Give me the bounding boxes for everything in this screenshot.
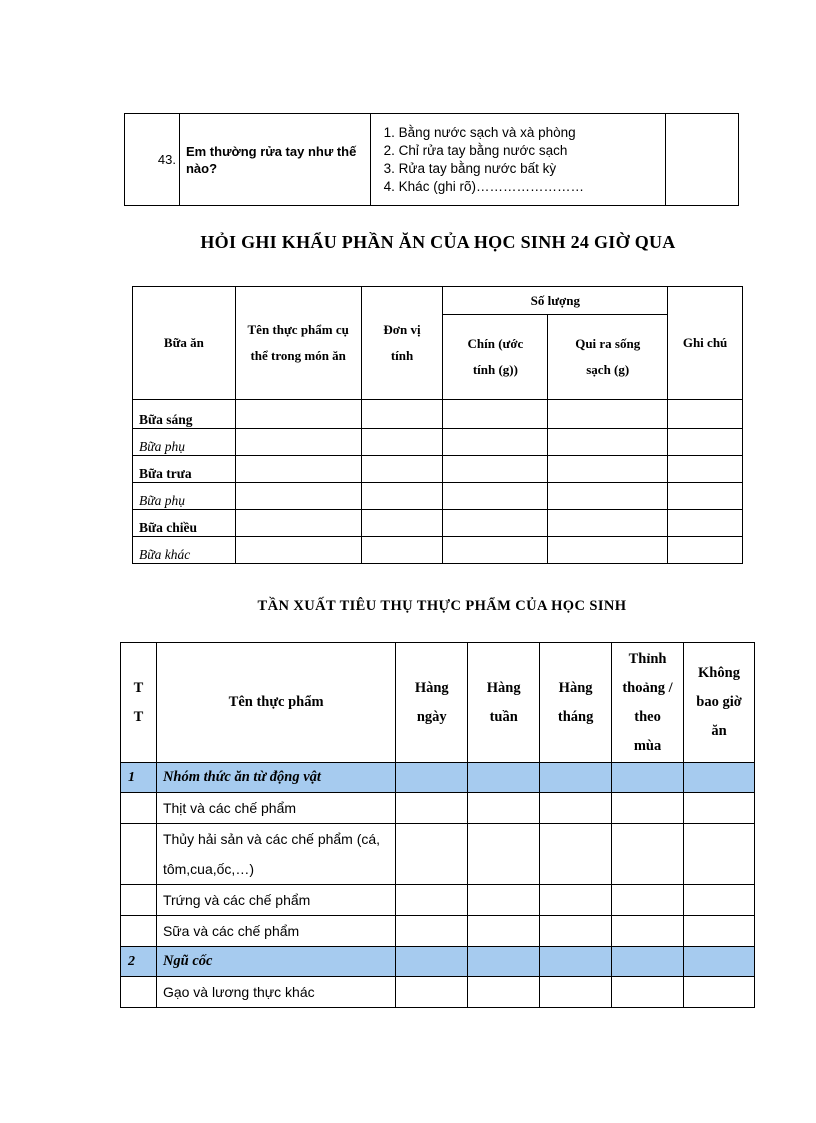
food-row: [121, 916, 755, 947]
food-row: [121, 824, 755, 885]
group-name: Nhóm thức ăn từ động vật: [156, 763, 395, 793]
diet-cell[interactable]: [361, 400, 443, 429]
food-name: Thịt và các chế phẩm: [156, 793, 395, 824]
frequency-cell[interactable]: [396, 977, 468, 1008]
header-food-name: Tên thực phẩm: [156, 643, 395, 763]
frequency-cell[interactable]: [396, 793, 468, 824]
question-options: [370, 114, 666, 206]
frequency-title: TẦN XUẤT TIÊU THỤ THỰC PHẨM CỦA HỌC SINH: [257, 598, 627, 614]
frequency-cell[interactable]: [684, 947, 755, 977]
frequency-cell[interactable]: [684, 977, 755, 1008]
diet-cell[interactable]: [668, 510, 743, 537]
row-number: [121, 916, 157, 947]
header-food: Tên thực phẩm cụ thể trong món ăn: [235, 287, 361, 400]
question-row: [125, 114, 739, 206]
diet-row: [133, 400, 743, 429]
diet-cell[interactable]: [548, 400, 668, 429]
meal-label: Bữa khác: [133, 537, 236, 564]
frequency-cell[interactable]: [612, 885, 684, 916]
diet-cell[interactable]: [548, 456, 668, 483]
frequency-cell[interactable]: [684, 793, 755, 824]
diet-cell[interactable]: [361, 483, 443, 510]
header-never: Không bao giờ ăn: [684, 643, 755, 763]
diet-cell[interactable]: [443, 429, 548, 456]
row-number: [121, 977, 157, 1008]
frequency-cell[interactable]: [612, 977, 684, 1008]
group-row: [121, 947, 755, 977]
header-unit: Đơn vị tính: [361, 287, 443, 400]
frequency-cell[interactable]: [540, 977, 612, 1008]
diet-cell[interactable]: [443, 537, 548, 564]
frequency-cell[interactable]: [396, 947, 468, 977]
header-weekly: Hàng tuần: [468, 643, 540, 763]
frequency-cell[interactable]: [468, 824, 540, 885]
food-row: [121, 977, 755, 1008]
header-meal: Bữa ăn: [133, 287, 236, 400]
question-number: 43.: [125, 114, 180, 206]
header-raw: Qui ra sống sạch (g): [548, 315, 668, 400]
diet-row: [133, 456, 743, 483]
frequency-cell[interactable]: [540, 793, 612, 824]
frequency-cell[interactable]: [396, 824, 468, 885]
diet-cell[interactable]: [548, 537, 668, 564]
food-name: Sữa và các chế phẩm: [156, 916, 395, 947]
group-name: Ngũ cốc: [156, 947, 395, 977]
header-monthly: Hàng tháng: [540, 643, 612, 763]
frequency-cell[interactable]: [396, 885, 468, 916]
diet-cell[interactable]: [668, 429, 743, 456]
food-name: Thủy hải sản và các chế phẩm (cá, tôm,cua,ốc,…): [156, 824, 395, 885]
diet-cell[interactable]: [548, 429, 668, 456]
row-number: [121, 824, 157, 885]
diet-cell[interactable]: [548, 510, 668, 537]
row-number: [121, 885, 157, 916]
frequency-cell[interactable]: [684, 763, 755, 793]
option-item: 4. Khác (ghi rõ)……………………: [399, 178, 666, 196]
frequency-cell[interactable]: [468, 916, 540, 947]
header-note: Ghi chú: [668, 287, 743, 400]
meal-label: Bữa phụ: [133, 429, 236, 456]
diet-cell[interactable]: [235, 483, 361, 510]
food-name: Gạo và lương thực khác: [156, 977, 395, 1008]
diet-row: [133, 429, 743, 456]
diet-cell[interactable]: [548, 483, 668, 510]
question-text: Em thường rửa tay như thế nào?: [179, 114, 370, 206]
row-number: [121, 793, 157, 824]
frequency-cell[interactable]: [468, 947, 540, 977]
header-seasonal: Thỉnh thoảng / theo mùa: [612, 643, 684, 763]
frequency-cell[interactable]: [468, 763, 540, 793]
frequency-cell[interactable]: [612, 947, 684, 977]
option-item: 3. Rửa tay bằng nước bất kỳ: [399, 160, 666, 178]
header-daily: Hàng ngày: [396, 643, 468, 763]
group-number: 1: [121, 763, 157, 793]
diet-table: [132, 286, 743, 564]
frequency-table: [120, 642, 755, 1008]
frequency-cell[interactable]: [468, 977, 540, 1008]
diet-cell[interactable]: [361, 537, 443, 564]
diet-row: [133, 537, 743, 564]
food-row: [121, 793, 755, 824]
meal-label: Bữa chiều: [133, 510, 236, 537]
frequency-cell[interactable]: [612, 916, 684, 947]
frequency-cell[interactable]: [540, 824, 612, 885]
diet-cell[interactable]: [361, 456, 443, 483]
diet-title: HỎI GHI KHẨU PHẦN ĂN CỦA HỌC SINH 24 GIỜ QUA: [200, 232, 676, 252]
frequency-cell[interactable]: [684, 916, 755, 947]
diet-cell[interactable]: [668, 483, 743, 510]
diet-cell[interactable]: [235, 510, 361, 537]
frequency-cell[interactable]: [540, 947, 612, 977]
group-row: [121, 763, 755, 793]
frequency-cell[interactable]: [612, 793, 684, 824]
diet-cell[interactable]: [443, 510, 548, 537]
frequency-cell[interactable]: [540, 763, 612, 793]
header-tt: T T: [121, 643, 157, 763]
frequency-cell[interactable]: [540, 916, 612, 947]
meal-label: Bữa trưa: [133, 456, 236, 483]
diet-row: [133, 510, 743, 537]
option-item: 2. Chỉ rửa tay bằng nước sạch: [399, 142, 666, 160]
frequency-cell[interactable]: [468, 793, 540, 824]
meal-label: Bữa sáng: [133, 400, 236, 429]
frequency-cell[interactable]: [612, 824, 684, 885]
diet-cell[interactable]: [443, 400, 548, 429]
header-cooked: Chín (ước tính (g)): [443, 315, 548, 400]
frequency-cell[interactable]: [396, 916, 468, 947]
frequency-cell[interactable]: [540, 885, 612, 916]
frequency-cell[interactable]: [684, 885, 755, 916]
option-item: 1. Bằng nước sạch và xà phòng: [399, 124, 666, 142]
diet-cell[interactable]: [235, 429, 361, 456]
frequency-cell[interactable]: [684, 824, 755, 885]
frequency-cell[interactable]: [612, 763, 684, 793]
diet-cell[interactable]: [235, 456, 361, 483]
food-row: [121, 885, 755, 916]
food-name: Trứng và các chế phẩm: [156, 885, 395, 916]
header-quantity: Số lượng: [443, 287, 668, 315]
diet-cell[interactable]: [361, 510, 443, 537]
diet-cell[interactable]: [235, 400, 361, 429]
diet-row: [133, 483, 743, 510]
diet-cell[interactable]: [668, 456, 743, 483]
question-table: [124, 113, 739, 206]
diet-cell[interactable]: [668, 537, 743, 564]
group-number: 2: [121, 947, 157, 977]
answer-cell[interactable]: [666, 114, 739, 206]
diet-cell[interactable]: [668, 400, 743, 429]
frequency-cell[interactable]: [396, 763, 468, 793]
diet-cell[interactable]: [443, 456, 548, 483]
frequency-cell[interactable]: [468, 885, 540, 916]
diet-cell[interactable]: [443, 483, 548, 510]
diet-cell[interactable]: [361, 429, 443, 456]
meal-label: Bữa phụ: [133, 483, 236, 510]
diet-cell[interactable]: [235, 537, 361, 564]
